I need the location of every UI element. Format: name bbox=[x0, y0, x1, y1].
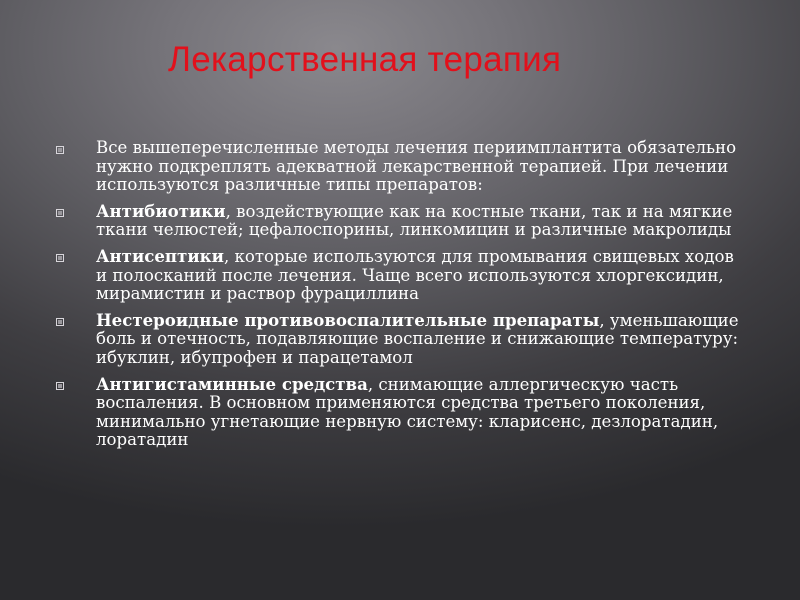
bullet-item-antihistamines bbox=[56, 375, 746, 450]
bullet-term: Антигистаминные средства bbox=[96, 373, 368, 394]
square-bullet-icon bbox=[56, 318, 64, 326]
bullet-item-nsaids bbox=[56, 311, 746, 368]
bullet-item-antiseptics bbox=[56, 247, 746, 304]
bullet-text: , снимающие аллергическую часть воспаления. В основном применяются средства третьего поколения, минимально угнетающие нервную систему: кларисенс, дезлоратадин, лоратадин bbox=[96, 374, 719, 450]
bullet-term: Антибиотики bbox=[96, 200, 226, 221]
bullet-text: Все вышеперечисленные методы лечения периимплантита обязательно нужно подкреплять адекватной лекарственной терапией. При лечении используются различные типы препаратов: bbox=[96, 138, 737, 195]
bullet-term: Антисептики bbox=[96, 245, 224, 266]
bullet-item-intro bbox=[56, 139, 746, 195]
bullet-item-antibiotics bbox=[56, 202, 746, 240]
bullet-term: Нестероидные противовоспалительные препараты bbox=[96, 309, 600, 330]
bullet-text: , которые используются для промывания свищевых ходов и полосканий после лечения. Чаще всего используются хлоргексидин, мирамистин и раствор фурациллина bbox=[96, 246, 734, 304]
bullet-text: , уменьшающие боль и отечность, подавляющие воспаление и снижающие температуру: ибуклин, ибупрофен и парацетамол bbox=[96, 310, 739, 367]
bullet-text: , воздействующие как на костные ткани, так и на мягкие ткани челюстей; цефалоспорины, линкомицин и различные макролиды bbox=[96, 201, 733, 240]
bullet-list bbox=[56, 139, 746, 457]
square-bullet-icon bbox=[56, 146, 64, 154]
square-bullet-icon bbox=[56, 209, 64, 217]
slide-title: Лекарственная терапия bbox=[168, 40, 562, 79]
square-bullet-icon bbox=[56, 382, 64, 390]
square-bullet-icon bbox=[56, 254, 64, 262]
